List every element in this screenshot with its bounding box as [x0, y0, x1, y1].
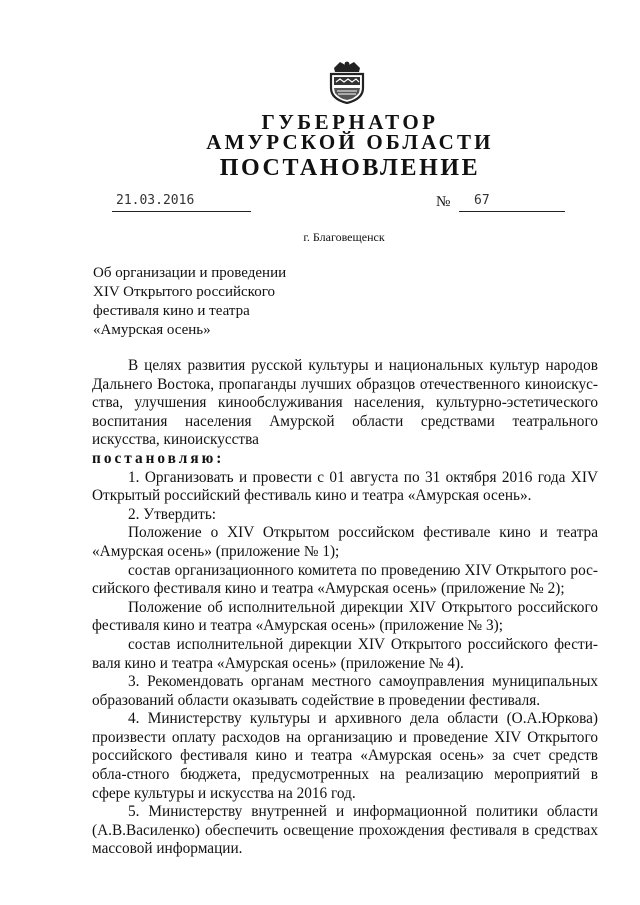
item-paragraph: Положение о XIV Открытом российском фестивале кино и театра «Амурская осень» (приложение № 1); — [92, 524, 598, 560]
title-line: XIV Открытого российского — [93, 284, 275, 300]
document-date: 21.03.2016 — [116, 193, 195, 208]
date-underline — [112, 211, 251, 212]
document-body — [92, 357, 598, 859]
item-paragraph: 3. Рекомендовать органам местного самоуправления муниципальных образований области оказывать содействие в проведении фестиваля. — [92, 673, 598, 709]
number-underline — [459, 211, 565, 212]
coat-of-arms-icon — [326, 58, 368, 104]
city: г. Благовещенск — [303, 230, 385, 244]
preamble-paragraph: В целях развития русской культуры и национальных культур народов Дальнего Востока, пропаганды лучших образцов отечественного киноискус-ства, улучшения кинообслуживания населения, культурно-эстетического воспитания населения Амурской области средствами театрального искусства, киноискусства — [92, 357, 598, 449]
decree-word: постановляю: — [92, 449, 225, 467]
item-paragraph: 2. Утвердить: — [128, 505, 217, 523]
item-paragraph: состав исполнительной дирекции XIV Открытого российского фести-валя кино и театра «Амурская осень» (приложение № 4). — [92, 635, 598, 672]
item-paragraph: состав организационного комитета по проведению XIV Открытого рос-сийского фестиваля кино и театра «Амурская осень» (приложение № 2); — [92, 561, 598, 598]
document-title — [93, 264, 286, 340]
item-paragraph: 5. Министерству внутренней и информационной политики области (А.В.Василенко) обеспечить освещение прохождения фестиваля в средствах массовой информации. — [92, 803, 598, 858]
title-line: «Амурская осень» — [93, 322, 211, 338]
header-governor: ГУБЕРНАТОР — [261, 110, 439, 134]
title-line: фестиваля кино и театра — [93, 303, 250, 319]
item-paragraph: 1. Организовать и провести с 01 августа по 31 октября 2016 года XIV Открытый российский фестиваль кино и театра «Амурская осень». — [92, 468, 598, 505]
header-region: АМУРСКОЙ ОБЛАСТИ — [206, 130, 494, 154]
document-number: 67 — [474, 193, 490, 208]
item-paragraph: 4. Министерству культуры и архивного дела области (О.А.Юркова) произвести оплату расходов на организацию и проведение XIV Открытого российского фестиваля кино и театра «Амурская осень» за счет средств обла-стного бюджета, предусмотренных на реализацию мероприятий в сфере культуры и искусства на 2016 год. — [92, 710, 598, 802]
title-line: Об организации и проведении — [93, 265, 287, 281]
number-sign: № — [436, 194, 451, 210]
item-paragraph: Положение об исполнительной дирекции XIV Открытого российского фестиваля кино и театра «Амурская осень» (приложение № 3); — [92, 598, 598, 635]
header-doc-type: ПОСТАНОВЛЕНИЕ — [219, 155, 481, 181]
